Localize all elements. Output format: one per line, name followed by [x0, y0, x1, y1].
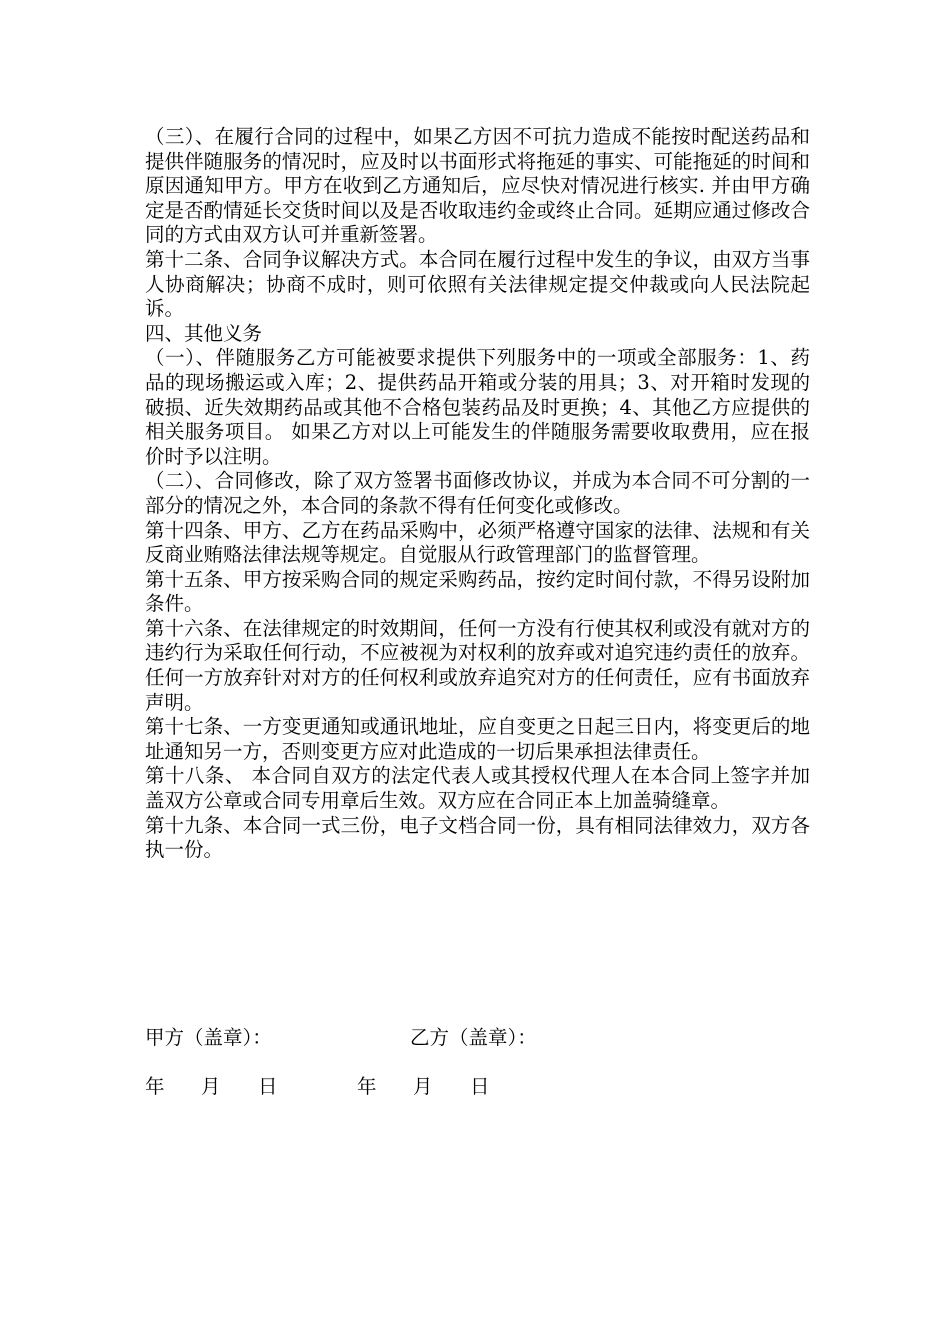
clause-18-effectiveness: 第十八条、 本合同自双方的法定代表人或其授权代理人在本合同上签字并加盖双方公章或合同专用章后生效。双方应在合同正本上加盖骑缝章。 [145, 764, 810, 813]
section-heading-other-obligations: 四、其他义务 [145, 321, 263, 345]
clause-12-dispute-resolution: 第十二条、合同争议解决方式。本合同在履行过程中发生的争议，由双方当事人协商解决；协商不成时，则可依照有关法律规定提交仲裁或向人民法院起诉。 [145, 247, 810, 321]
party-b-day: 日 [470, 1075, 490, 1098]
party-b-year: 年 [357, 1075, 377, 1098]
clause-15-payment: 第十五条、甲方按采购合同的规定采购药品，按约定时间付款，不得另设附加条件。 [145, 567, 810, 616]
clause-force-majeure: （三）、在履行合同的过程中，如果乙方因不可抗力造成不能按时配送药品和提供伴随服务的情况时，应及时以书面形式将拖延的事实、可能拖延的时间和原因通知甲方。甲方在收到乙方通知后，应尽快对情况进行核实. 并由甲方确定是否酌情延长交货时间以及是否收取违约金或终止合同。延期应通过修改合同的方式由双方认可并重新签署。 [145, 125, 810, 247]
party-a-year: 年 [145, 1075, 165, 1098]
clause-17-address-change: 第十七条、一方变更通知或通讯地址，应自变更之日起三日内，将变更后的地址通知另一方，否则变更方应对此造成的一切后果承担法律责任。 [145, 715, 810, 763]
party-a-seal-label: 甲方（盖章）： [145, 1026, 272, 1049]
party-a-day: 日 [258, 1075, 278, 1098]
clause-incidental-services: （一）、伴随服务乙方可能被要求提供下列服务中的一项或全部服务：1、药品的现场搬运或入库；2、提供药品开箱或分装的用具；3、对开箱时发现的破损、近失效期药品或其他不合格包装药品及时更换；4、其他乙方应提供的相关服务项目。 如果乙方对以上可能发生的伴随服务需要收取费用，应在报价时予以注明。 [145, 346, 810, 468]
clause-contract-amendment: （二）、合同修改，除了双方签署书面修改协议，并成为本合同不可分割的一部分的情况之外，本合同的条款不得有任何变化或修改。 [145, 469, 810, 517]
contract-body [145, 125, 810, 863]
party-b-month: 月 [413, 1075, 433, 1098]
date-row [145, 1071, 810, 1098]
clause-14-compliance: 第十四条、甲方、乙方在药品采购中，必须严格遵守国家的法律、法规和有关反商业贿赂法律法规等规定。自觉服从行政管理部门的监督管理。 [145, 518, 810, 567]
clause-16-waiver: 第十六条、在法律规定的时效期间，任何一方没有行使其权利或没有就对方的违约行为采取任何行动，不应被视为对权利的放弃或对追究违约责任的放弃。任何一方放弃针对对方的任何权利或放弃追究对方的任何责任，应有书面放弃声明。 [145, 616, 810, 714]
seal-row [145, 1022, 810, 1049]
signature-block [145, 1022, 810, 1098]
party-a-month: 月 [201, 1075, 221, 1098]
clause-19-copies: 第十九条、本合同一式三份，电子文档合同一份，具有相同法律效力，双方各执一份。 [145, 813, 810, 862]
party-b-seal-label: 乙方（盖章）： [410, 1026, 537, 1049]
